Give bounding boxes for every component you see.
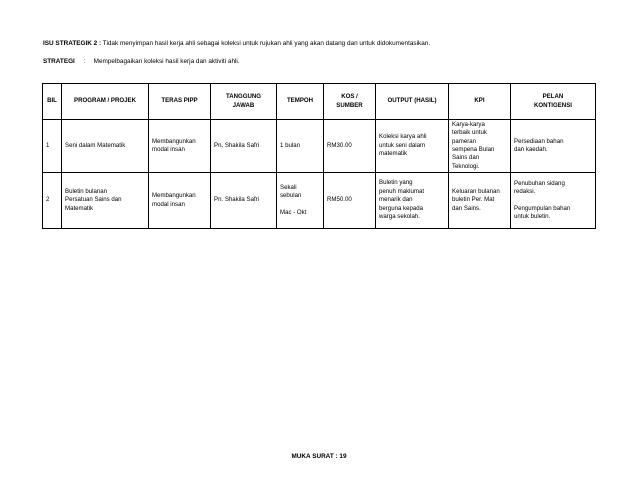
cell-tempoh: Sekali sebulan Mac - Okt (277, 173, 324, 229)
cell-pelan: Penubuhan sidang redaksi. Pengumpulan bahan untuk buletin. (511, 173, 596, 229)
header-teras: TERAS PIPP (149, 84, 211, 120)
header-bil: BIL (43, 84, 62, 120)
header-tempoh: TEMPOH (277, 84, 324, 120)
strategi-text: Mempelbagaikan koleksi hasil kerja dan aktiviti ahli. (93, 58, 240, 65)
header-pelan: PELAN KONTIGENSI (511, 84, 596, 120)
cell-kos: RM50.00 (324, 173, 376, 229)
header-program: PROGRAM / PROJEK (62, 84, 149, 120)
page-number: MUKA SURAT : 19 (291, 453, 347, 460)
cell-kos: RM30.00 (324, 120, 376, 173)
strategi-colon: : (83, 58, 86, 65)
header-kos: KOS / SUMBER (324, 84, 376, 120)
cell-teras: Membangunkan modal insan (149, 173, 211, 229)
cell-bil: 1 (43, 120, 62, 173)
table-row (43, 120, 596, 173)
cell-program: Buletin bulanan Persatuan Sains dan Matematik (62, 173, 149, 229)
cell-pelan: Persediaan bahan dan kaedah. (511, 120, 596, 173)
table-row (43, 173, 596, 229)
plan-table (42, 83, 596, 229)
header-output: OUTPUT (HASIL) (376, 84, 449, 120)
cell-program: Seni dalam Matematik (62, 120, 149, 173)
cell-bil: 2 (43, 173, 62, 229)
cell-kpi: Keluaran bulanan buletin Per. Mat dan Sains. (449, 173, 511, 229)
header-kpi: KPI (449, 84, 511, 120)
cell-teras: Membangunkan modal insan (149, 120, 211, 173)
cell-tanggung: Pn. Shakila Safri (211, 120, 277, 173)
cell-tempoh: 1 bulan (277, 120, 324, 173)
isu-label: ISU STRATEGIK 2 : (43, 40, 102, 47)
strategi-label: STRATEGI (43, 58, 75, 65)
cell-output: Buletin yang penuh maklumat menarik dan berguna kepada warga sekolah. (376, 173, 449, 229)
strategi (43, 58, 240, 65)
isu-strategik (43, 40, 430, 47)
cell-kpi: Karya-karya terbaik untuk pameran sempena Bulan Sains dan Teknologi. (449, 120, 511, 173)
cell-tanggung: Pn. Shakila Safri (211, 173, 277, 229)
isu-text: Tidak menyimpan hasil kerja ahli sebagai koleksi untuk rujukan ahli yang akan datang dan untuk didokumentasikan. (102, 40, 431, 47)
table-header-row (43, 84, 596, 120)
header-tanggung: TANGGUNG JAWAB (211, 84, 277, 120)
cell-output: Koleksi karya ahli untuk seni dalam matematik (376, 120, 449, 173)
